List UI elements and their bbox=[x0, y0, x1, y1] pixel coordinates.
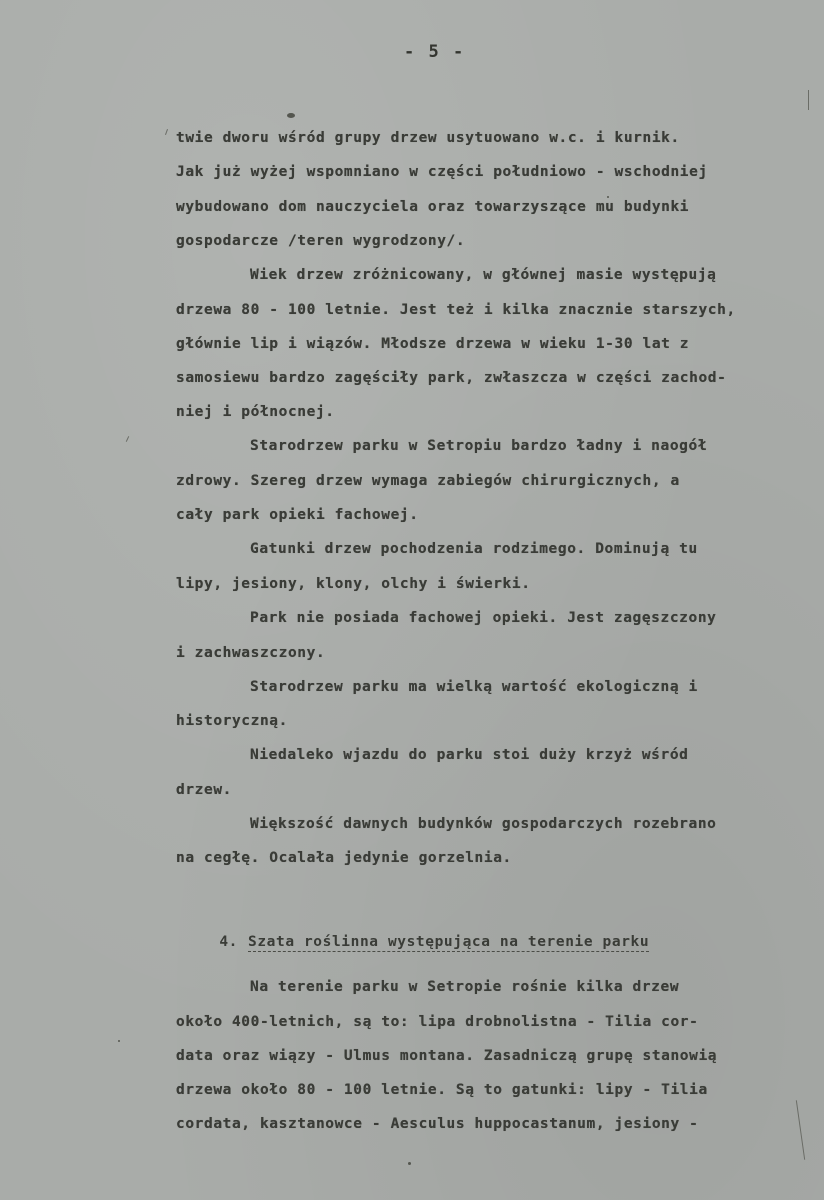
ink-speck bbox=[607, 196, 609, 198]
text-line: niej i północnej. bbox=[176, 404, 335, 420]
text-line: Na terenie parku w Setropie rośnie kilka drzew bbox=[250, 979, 680, 995]
text-line: na cegłę. Ocalała jedynie gorzelnia. bbox=[176, 850, 512, 866]
paper-crease bbox=[796, 1100, 805, 1160]
text-line: Gatunki drzew pochodzenia rodzimego. Dominują tu bbox=[250, 541, 698, 557]
text-line: Jak już wyżej wspomniano w części południowo - wschodniej bbox=[176, 164, 708, 180]
section-heading bbox=[182, 918, 649, 966]
paper-mark bbox=[126, 436, 129, 442]
ink-speck bbox=[118, 1040, 120, 1042]
text-line: data oraz wiązy - Ulmus montana. Zasadniczą grupę stanowią bbox=[176, 1048, 718, 1064]
text-line: zdrowy. Szereg drzew wymaga zabiegów chirurgicznych, a bbox=[176, 473, 680, 489]
text-line: historyczną. bbox=[176, 713, 288, 729]
text-line: Większość dawnych budynków gospodarczych rozebrano bbox=[250, 816, 717, 832]
text-line: głównie lip i wiązów. Młodsze drzewa w wieku 1-30 lat z bbox=[176, 336, 690, 352]
section-number: 4. bbox=[219, 934, 238, 950]
paper-mark bbox=[165, 129, 168, 135]
text-line: Starodrzew parku ma wielką wartość ekologiczną i bbox=[250, 679, 698, 695]
ink-speck bbox=[408, 1162, 411, 1165]
section-title: Szata roślinna występująca na terenie parku bbox=[248, 934, 650, 950]
text-line: twie dworu wśród grupy drzew usytuowano w.c. i kurnik. bbox=[176, 130, 680, 146]
page-number: - 5 - bbox=[404, 42, 466, 62]
paper-crease bbox=[808, 90, 809, 110]
ink-speck bbox=[287, 113, 295, 118]
text-line: około 400-letnich, są to: lipa drobnolistna - Tilia cor- bbox=[176, 1014, 699, 1030]
text-line: wybudowano dom nauczyciela oraz towarzyszące mu budynki bbox=[176, 199, 690, 215]
text-line: drzewa 80 - 100 letnie. Jest też i kilka znacznie starszych, bbox=[176, 302, 736, 318]
text-line: samosiewu bardzo zagęściły park, zwłaszcza w części zachod- bbox=[176, 370, 727, 386]
text-line: gospodarcze /teren wygrodzony/. bbox=[176, 233, 466, 249]
text-line: drzewa około 80 - 100 letnie. Są to gatunki: lipy - Tilia bbox=[176, 1082, 708, 1098]
text-line: Starodrzew parku w Setropiu bardzo ładny i naogół bbox=[250, 438, 708, 454]
text-line: Park nie posiada fachowej opieki. Jest zagęszczony bbox=[250, 610, 717, 626]
text-line: lipy, jesiony, klony, olchy i świerki. bbox=[176, 576, 531, 592]
text-line: drzew. bbox=[176, 782, 232, 798]
text-line: Niedaleko wjazdu do parku stoi duży krzyż wśród bbox=[250, 747, 689, 763]
text-line: cordata, kasztanowce - Aesculus huppocastanum, jesiony - bbox=[176, 1116, 699, 1132]
text-line: cały park opieki fachowej. bbox=[176, 507, 419, 523]
text-line: Wiek drzew zróżnicowany, w głównej masie występują bbox=[250, 267, 717, 283]
text-line: i zachwaszczony. bbox=[176, 645, 326, 661]
